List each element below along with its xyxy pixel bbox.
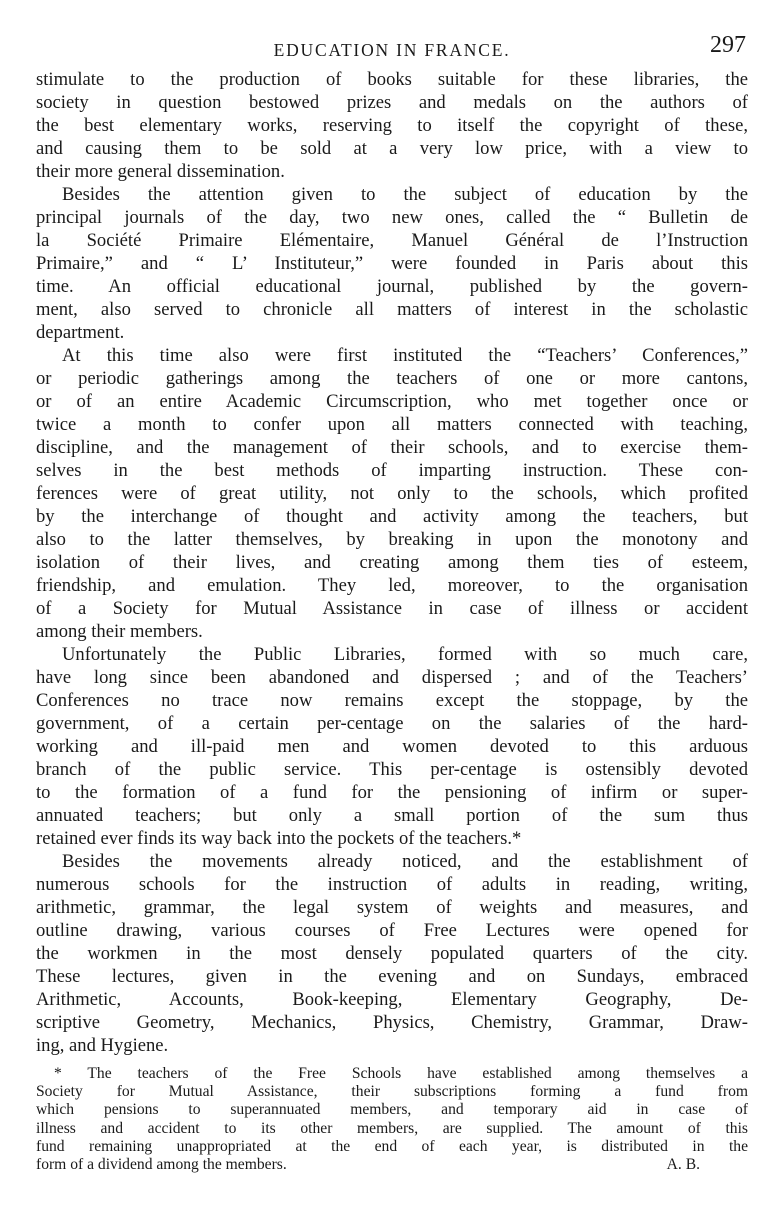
body-line: stimulate to the production of books suitable for these libraries, the bbox=[36, 69, 748, 90]
body-line: Conferences no trace now remains except the stoppage, by the bbox=[36, 690, 748, 711]
body-line: the best elementary works, reserving to itself the copyright of these, bbox=[36, 115, 748, 136]
footnote-signature: A. B. bbox=[666, 1155, 700, 1173]
body-line: have long since been abandoned and dispersed ; and of the Teachers’ bbox=[36, 667, 748, 688]
body-line: time. An official educational journal, published by the govern- bbox=[36, 276, 748, 297]
body-line: Arithmetic, Accounts, Book-keeping, Elementary Geography, De- bbox=[36, 989, 748, 1010]
footnote-line: illness and accident to its other members, are supplied. The amount of this bbox=[36, 1119, 748, 1137]
body-text bbox=[36, 68, 748, 1057]
footnote-last-line bbox=[36, 1156, 748, 1174]
footnote-line: which pensions to superannuated members, and temporary aid in case of bbox=[36, 1101, 748, 1119]
body-line: department. bbox=[36, 322, 125, 343]
body-line: to the formation of a fund for the pensioning of infirm or super- bbox=[36, 782, 748, 803]
body-line: their more general dissemination. bbox=[36, 161, 285, 182]
body-line: Besides the attention given to the subject of education by the bbox=[62, 184, 748, 205]
footnote-line: fund remaining unappropriated at the end of each year, is distributed in the bbox=[36, 1137, 748, 1155]
body-line: twice a month to confer upon all matters connected with teaching, bbox=[36, 414, 748, 435]
footnote-line: * The teachers of the Free Schools have established among themselves a bbox=[54, 1065, 748, 1082]
body-line: or periodic gatherings among the teachers of one or more cantons, bbox=[36, 368, 748, 389]
body-line: ment, also served to chronicle all matters of interest in the scholastic bbox=[36, 299, 748, 320]
body-line: scriptive Geometry, Mechanics, Physics, Chemistry, Grammar, Draw- bbox=[36, 1012, 748, 1033]
body-line: retained ever finds its way back into the pockets of the teachers.* bbox=[36, 828, 522, 849]
running-title: EDUCATION IN FRANCE. bbox=[273, 40, 511, 60]
body-line: la Société Primaire Elémentaire, Manuel Général de l’Instruction bbox=[36, 230, 748, 251]
body-line: Primaire,” and “ L’ Instituteur,” were founded in Paris about this bbox=[36, 253, 748, 274]
body-line: outline drawing, various courses of Free Lectures were opened for bbox=[36, 920, 748, 941]
body-line: government, of a certain per-centage on the salaries of the hard- bbox=[36, 713, 748, 734]
body-line: ferences were of great utility, not only to the schools, which profited bbox=[36, 483, 748, 504]
body-line: At this time also were first instituted the “Teachers’ Conferences,” bbox=[62, 345, 748, 366]
body-line: Besides the movements already noticed, and the establishment of bbox=[62, 851, 748, 872]
body-line: also to the latter themselves, by breaking in upon the monotony and bbox=[36, 529, 748, 550]
body-line: discipline, and the management of their schools, and to exercise them- bbox=[36, 437, 748, 458]
footnote-text bbox=[36, 1065, 748, 1156]
body-line: and causing them to be sold at a very low price, with a view to bbox=[36, 138, 748, 159]
section-spacer bbox=[36, 1057, 748, 1065]
body-line: annuated teachers; but only a small portion of the sum thus bbox=[36, 805, 748, 826]
body-line: friendship, and emulation. They led, moreover, to the organisation bbox=[36, 575, 748, 596]
body-line: of a Society for Mutual Assistance in case of illness or accident bbox=[36, 598, 748, 619]
body-line: principal journals of the day, two new ones, called the “ Bulletin de bbox=[36, 207, 748, 228]
book-page bbox=[36, 28, 748, 1174]
body-line: selves in the best methods of imparting instruction. These con- bbox=[36, 460, 748, 481]
body-line: by the interchange of thought and activity among the teachers, but bbox=[36, 506, 748, 527]
footnote-last-text: form of a dividend among the members. bbox=[36, 1155, 287, 1173]
page-number: 297 bbox=[710, 32, 746, 58]
body-line: branch of the public service. This per-centage is ostensibly devoted bbox=[36, 759, 748, 780]
body-line: These lectures, given in the evening and on Sundays, embraced bbox=[36, 966, 748, 987]
page-header bbox=[36, 28, 748, 68]
body-line: Unfortunately the Public Libraries, formed with so much care, bbox=[62, 644, 748, 665]
footnote-line: Society for Mutual Assistance, their subscriptions forming a fund from bbox=[36, 1083, 748, 1101]
body-line: isolation of their lives, and creating among them ties of esteem, bbox=[36, 552, 748, 573]
body-line: arithmetic, grammar, the legal system of weights and measures, and bbox=[36, 897, 748, 918]
body-line: or of an entire Academic Circumscription, who met together once or bbox=[36, 391, 748, 412]
footnote bbox=[36, 1065, 748, 1174]
body-line: numerous schools for the instruction of adults in reading, writing, bbox=[36, 874, 748, 895]
body-line: ing, and Hygiene. bbox=[36, 1035, 169, 1056]
body-line: the workmen in the most densely populated quarters of the city. bbox=[36, 943, 748, 964]
body-line: working and ill-paid men and women devoted to this arduous bbox=[36, 736, 748, 757]
body-line: society in question bestowed prizes and medals on the authors of bbox=[36, 92, 748, 113]
body-line: among their members. bbox=[36, 621, 203, 642]
